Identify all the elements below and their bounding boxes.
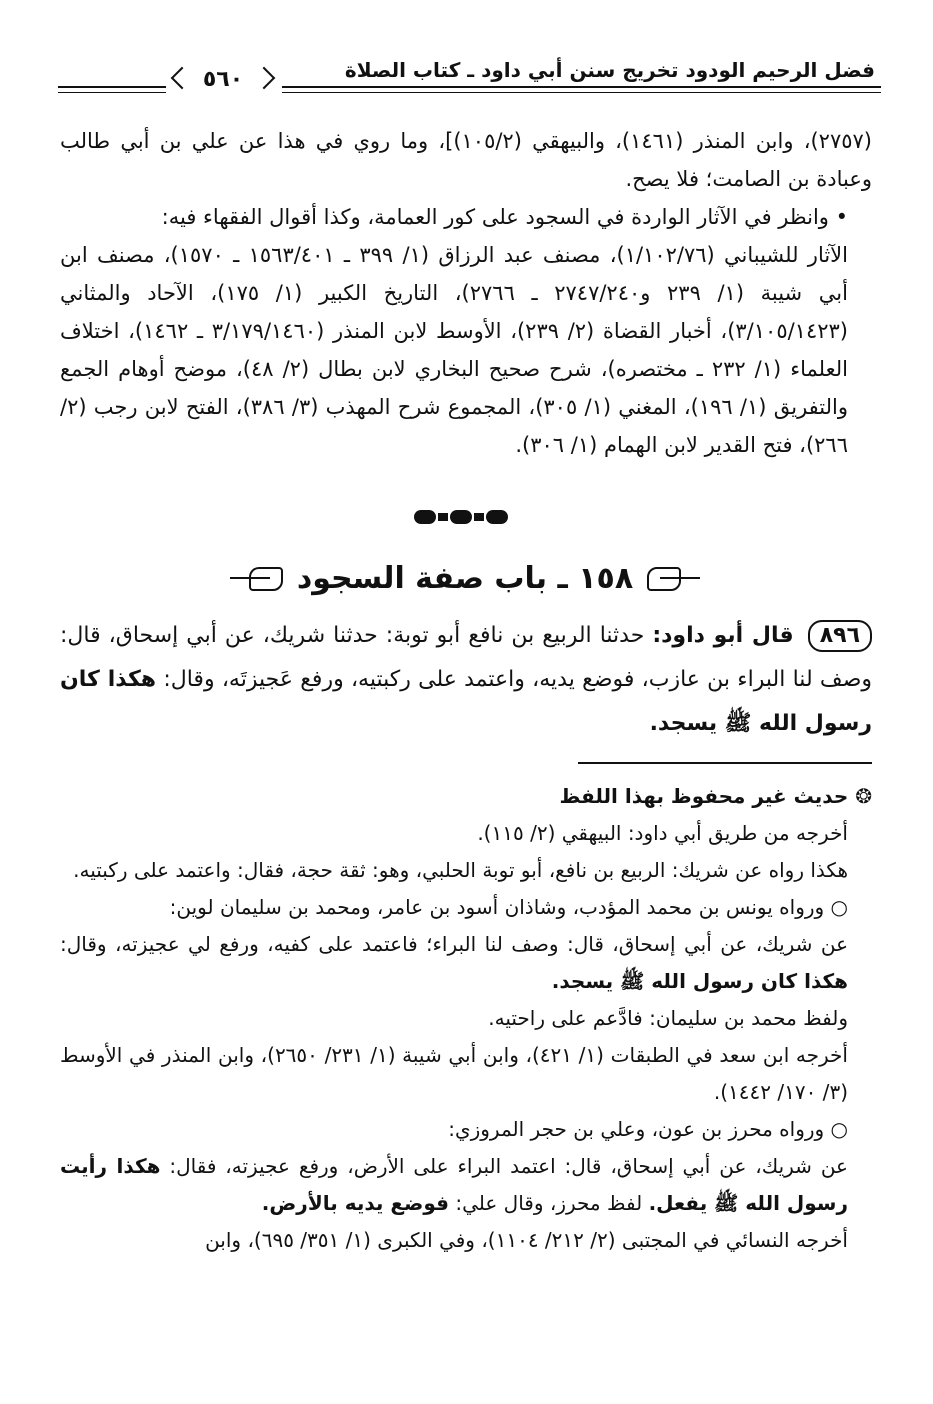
section-continued-text [60, 122, 872, 464]
paragraph-see-also: • وانظر في الآثار الواردة في السجود على كور العمامة، وكذا أقوال الفقهاء فيه: [161, 205, 848, 229]
commentary-line: ○ ورواه محرز بن عون، وعلي بن حجر المروزي: [448, 1117, 848, 1141]
commentary-line: هكذا رواه عن شريك: الربيع بن نافع، أبو توبة الحلبي، وهو: ثقة حجة، فقال: واعتمد على ركبتيه. [73, 858, 848, 882]
chapter-heading [230, 548, 700, 608]
ornament-left-icon [230, 563, 283, 593]
paragraph: (٢٧٥٧)، وابن المنذر (١٤٦١)، والبيهقي (١٠٥/٢)]، وما روي في هذا عن علي بن أبي طالب وعبادة بن الصامت؛ فلا يصح. [60, 129, 872, 191]
header-title: فضل الرحيم الودود تخريج سنن أبي داود ـ كتاب الصلاة [344, 58, 875, 82]
commentary-line: ○ ورواه يونس بن محمد المؤدب، وشاذان أسود بن عامر، ومحمد بن سليمان لوين: [169, 895, 848, 919]
commentary-line: عن شريك، عن أبي إسحاق، قال: اعتمد البراء على الأرض، ورفع عجيزته، فقال: هكذا رأيت رسول الله ﷺ يفعل. لفظ محرز، وقال علي: فوضع يديه بالأرض. [60, 1154, 848, 1215]
commentary-line: أخرجه النسائي في المجتبى (٢/ ٢١٢/ ١١٠٤)، وفي الكبرى (١/ ٣٥١/ ٦٩٥)، وابن [205, 1228, 848, 1252]
ornament-right-icon [647, 563, 700, 593]
page-number: ٥٦٠ [168, 64, 278, 94]
hadith-body: حدثنا الربيع بن نافع أبو توبة: حدثنا شريك، عن أبي إسحاق، قال: وصف لنا البراء بن عازب، فوضع يديه، واعتمد على ركبتيه، ورفع عَجيزتَه، وقال: [60, 623, 872, 692]
running-header [58, 48, 881, 104]
paragraph-references: الآثار للشيباني (١/١٠٢/٧٦)، مصنف عبد الرزاق (١/ ٣٩٩ ـ ١٥٦٣/٤٠١ ـ ١٥٧٠)، مصنف ابن أبي شيبة (١/ ٢٣٩ و٢٧٤٧/٢٤٠ ـ ٢٧٦٦)، التاريخ الكبير (١/ ١٧٥)، الآحاد والمثاني (٣/١٠٥/١٤٢٣)، أخبار القضاة (٢/ ٢٣٩)، الأوسط لابن المنذر (٣/١٧٩/١٤٦٠ ـ ١٤٦٢)، اختلاف العلماء (١/ ٢٣٢ ـ مختصره)، شرح صحيح البخاري لابن بطال (٢/ ٤٨)، موضح أوهام الجمع والتفريق (١/ ١٩٦)، المغني (١/ ٣٠٥)، المجموع شرح المهذب (٣/ ٣٨٦)، الفتح لابن رجب (٢/ ٢٦٦)، فتح القدير لابن الهمام (١/ ٣٠٦). [60, 243, 848, 457]
hadith-lead: قال أبو داود: [652, 623, 794, 648]
commentary [60, 778, 872, 1259]
commentary-line: ولفظ محمد بن سليمان: فادَّعم على راحتيه. [488, 1006, 848, 1030]
chapter-title: ١٥٨ ـ باب صفة السجود [296, 560, 634, 596]
hadith-matn-end: هكذا كان رسول الله ﷺ يسجد. [60, 667, 872, 736]
separator-ornament [392, 507, 530, 527]
hadith-number: ٨٩٦ [808, 620, 872, 652]
ruling-heading: ❂ حديث غير محفوظ بهذا اللفظ [559, 784, 872, 808]
commentary-line: أخرجه من طريق أبي داود: البيهقي (٢/ ١١٥). [477, 821, 848, 845]
commentary-line: أخرجه ابن سعد في الطبقات (١/ ٤٢١)، وابن أبي شيبة (١/ ٢٣١/ ٢٦٥٠)، وابن المنذر في الأوسط (٣/ ١٧٠/ ١٤٤٢). [60, 1043, 848, 1104]
hadith-text [60, 614, 872, 746]
footnote-divider [578, 762, 872, 764]
commentary-line: عن شريك، عن أبي إسحاق، قال: وصف لنا البراء؛ فاعتمد على كفيه، ورفع لي عجيزته، وقال: هكذا كان رسول الله ﷺ يسجد. [60, 932, 848, 993]
